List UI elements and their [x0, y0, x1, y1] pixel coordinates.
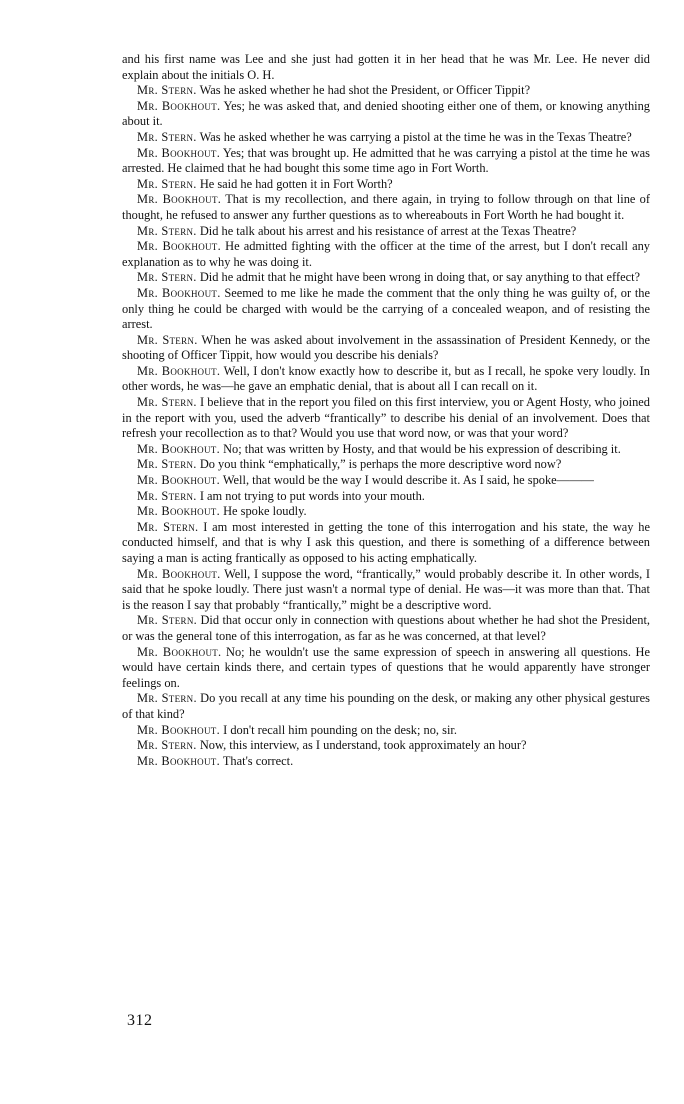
testimony-paragraph [122, 691, 650, 722]
page-number: 312 [127, 1012, 153, 1029]
testimony-paragraph [122, 738, 650, 754]
speech-text: Well, I suppose the word, “frantically,” would probably describe it. In other words, I said that he spoke loudly. There just wasn't a normal type of denial. He was—it was more than that. That is the reason I say that probably “frantically,” might be a descriptive word. [122, 566, 650, 612]
speaker-label: Mr. Bookhout. [137, 285, 221, 300]
testimony-paragraph [122, 520, 650, 567]
speech-text: That's correct. [222, 753, 294, 768]
speech-text: That is my recollection, and there again, in trying to follow through on that line of thought, he refused to answer any further questions as to whereabouts in Fort Worth he had bought it. [122, 192, 650, 222]
speech-text: I believe that in the report you filed on this first interview, you or Agent Hosty, who joined in the report with you, used the adverb “frantically” to describe his denial of an involvement. Does that refresh your recollection as to that? Would you use that word now, or was that your word? [122, 395, 650, 441]
testimony-paragraph [122, 395, 650, 442]
speaker-label: Mr. Bookhout. [137, 98, 221, 113]
speaker-label: Mr. Bookhout. [137, 363, 221, 378]
speech-text: Was he asked whether he was carrying a pistol at the time he was in the Texas Theatre? [199, 129, 632, 144]
lead-paragraph: and his first name was Lee and she just had gotten it in her head that he was Mr. Lee. He never did explain about the initials O. H. [122, 52, 650, 82]
testimony-paragraph [122, 146, 650, 177]
testimony-paragraph [122, 442, 650, 458]
speech-text: Yes; he was asked that, and denied shooting either one of them, or knowing anything about it. [122, 98, 650, 129]
speech-text: He spoke loudly. [223, 504, 307, 519]
testimony-paragraph [122, 83, 650, 99]
speaker-label: Mr. Stern. [137, 519, 199, 534]
speaker-label: Mr. Bookhout. [137, 145, 221, 160]
speech-text: Seemed to me like he made the comment that the only thing he was guilty of, or the only thing he could be charged with would be the carrying of a concealed weapon, and of resisting the arrest. [122, 285, 650, 332]
speaker-label: Mr. Stern. [137, 488, 197, 503]
speech-text: Was he asked whether he had shot the President, or Officer Tippit? [199, 83, 531, 98]
speaker-label: Mr. Stern. [137, 332, 198, 347]
testimony-paragraph [122, 364, 650, 395]
speaker-label: Mr. Stern. [137, 270, 197, 285]
testimony-paragraph [122, 224, 650, 240]
speaker-label: Mr. Bookhout. [137, 722, 220, 737]
speaker-label: Mr. Bookhout. [137, 566, 221, 581]
speech-text: Do you recall at any time his pounding on the desk, or making any other physical gestures of that kind? [122, 691, 650, 721]
speaker-label: Mr. Bookhout. [137, 644, 222, 659]
testimony-paragraph [122, 613, 650, 644]
testimony-paragraph [122, 504, 650, 520]
speaker-label: Mr. Bookhout. [137, 753, 220, 768]
testimony-paragraph [122, 177, 650, 193]
speech-text: I am not trying to put words into your mouth. [199, 488, 425, 503]
speech-text: I am most interested in getting the tone of this interrogation and his state, the way he conducted himself, and that is why I ask this question, and there is something of a difference between saying a man is acting frantically as opposed to his acting emphatically. [122, 519, 651, 565]
speaker-label: Mr. Stern. [137, 83, 197, 98]
speaker-label: Mr. Bookhout. [137, 441, 220, 456]
speaker-label: Mr. Stern. [137, 129, 197, 144]
testimony-paragraph [122, 473, 650, 489]
testimony-paragraph [122, 457, 650, 473]
testimony-paragraph [122, 333, 650, 364]
speaker-label: Mr. Stern. [137, 691, 197, 706]
speech-text: I don't recall him pounding on the desk; no, sir. [223, 722, 457, 737]
testimony-paragraph [122, 130, 650, 146]
speaker-label: Mr. Bookhout. [137, 239, 222, 254]
speaker-label: Mr. Stern. [137, 176, 197, 191]
speech-text: Did he admit that he might have been wrong in doing that, or say anything to that effect? [199, 270, 641, 285]
speaker-label: Mr. Stern. [137, 613, 198, 628]
testimony-paragraph [122, 239, 650, 270]
testimony-paragraph [122, 567, 650, 614]
speech-text: He said he had gotten it in Fort Worth? [199, 176, 393, 191]
testimony-paragraph [122, 645, 650, 692]
speaker-label: Mr. Bookhout. [137, 473, 220, 488]
speaker-label: Mr. Bookhout. [137, 504, 220, 519]
speech-text: When he was asked about involvement in the assassination of President Kennedy, or the shooting of Officer Tippit, how would you describe his denials? [122, 332, 651, 363]
speech-text: He admitted fighting with the officer at the time of the arrest, but I don't recall any explanation as to why he was doing it. [122, 239, 650, 269]
speaker-label: Mr. Bookhout. [137, 192, 222, 207]
speech-text: No; that was written by Hosty, and that would be his expression of describing it. [223, 441, 621, 456]
testimony-paragraph [122, 99, 650, 130]
speech-text: Well, I don't know exactly how to describe it, but as I recall, he spoke very loudly. In other words, he was—he gave an emphatic denial, that is about all I can recall on it. [122, 363, 651, 394]
testimony-paragraph [122, 754, 650, 770]
testimony-paragraph [122, 286, 650, 333]
testimony-paragraph [122, 192, 650, 223]
speech-text: Well, that would be the way I would describe it. As I said, he spoke——— [222, 473, 594, 488]
speech-text: Yes; that was brought up. He admitted that he was carrying a pistol at the time he was arrested. He claimed that he had bought this some time ago in Fort Worth. [122, 145, 651, 176]
speaker-label: Mr. Stern. [137, 223, 197, 238]
speech-text: Now, this interview, as I understand, took approximately an hour? [199, 738, 527, 753]
testimony-paragraph [122, 270, 650, 286]
speech-text: Do you think “emphatically,” is perhaps the more descriptive word now? [199, 457, 562, 472]
testimony-entries [122, 83, 650, 769]
testimony-paragraph [122, 723, 650, 739]
transcript-page [122, 52, 650, 769]
speaker-label: Mr. Stern. [137, 738, 197, 753]
speaker-label: Mr. Stern. [137, 395, 197, 410]
speech-text: No; he wouldn't use the same expression of speech in answering all questions. He would have certain kinds there, and certain types of questions that he would apparently have stronger feelings on. [122, 644, 650, 690]
speech-text: Did that occur only in connection with questions about whether he had shot the President, or was the general tone of this interrogation, as far as he was concerned, at that level? [122, 613, 650, 643]
speaker-label: Mr. Stern. [137, 457, 197, 472]
testimony-paragraph [122, 489, 650, 505]
speech-text: Did he talk about his arrest and his resistance of arrest at the Texas Theatre? [199, 223, 577, 238]
